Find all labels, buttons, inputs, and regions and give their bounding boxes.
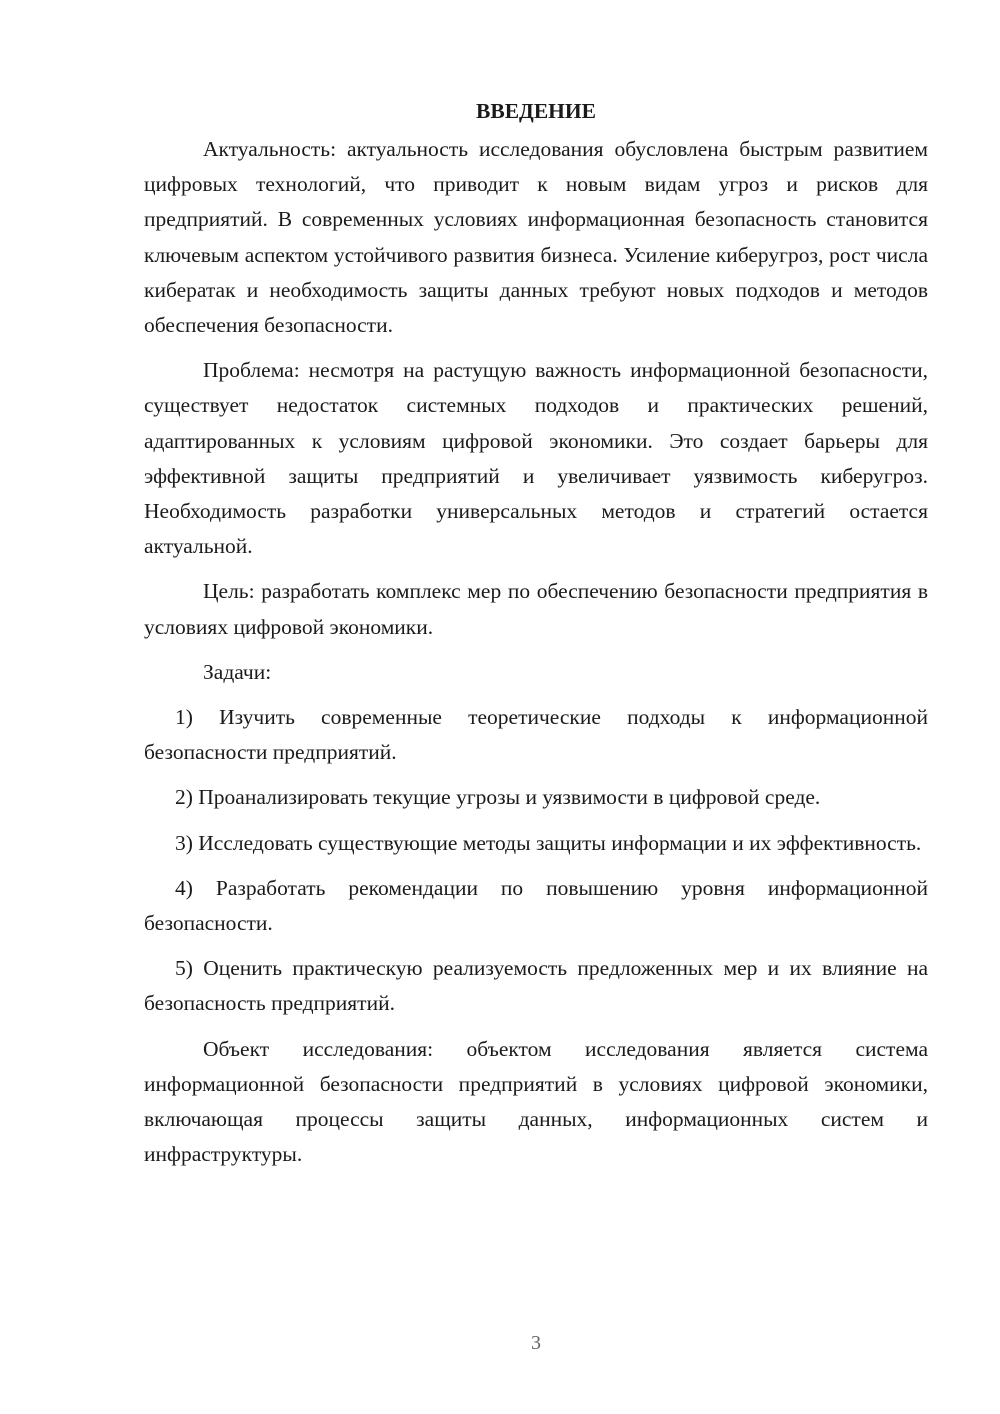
- task-item-3: 3) Исследовать существующие методы защиты информации и их эффективность.: [175, 830, 922, 855]
- tasks-label: Задачи:: [203, 659, 272, 684]
- task-item-2: 2) Проанализировать текущие угрозы и уязвимости в цифровой среде.: [175, 785, 821, 810]
- page-number: 3: [531, 1332, 541, 1354]
- paragraph-goal: Цель: разработать комплекс мер по обеспечению безопасности предприятия в условиях цифровой экономики.: [144, 579, 928, 639]
- paragraph-problem: Проблема: несмотря на растущую важность информационной безопасности, существует недостаток системных подходов и практических решений, адаптированных к условиям цифровой экономики. Это создает барьеры для эффективной защиты предприятий и увеличивает уязвимость киберугроз. Необходимость разработки универсальных методов и стратегий остается актуальной.: [144, 358, 928, 559]
- task-item-5: 5) Оценить практическую реализуемость предложенных мер и их влияние на безопасность предприятий.: [144, 956, 928, 1016]
- task-item-1: 1) Изучить современные теоретические подходы к информационной безопасности предприятий.: [144, 705, 928, 765]
- page-title: ВВЕДЕНИЕ: [476, 99, 596, 123]
- paragraph-relevance: Актуальность: актуальность исследования обусловлена быстрым развитием цифровых технологий, что приводит к новым видам угроз и рисков для предприятий. В современных условиях информационная безопасность становится ключевым аспектом устойчивого развития бизнеса. Усиление киберугроз, рост числа кибератак и необходимость защиты данных требуют новых подходов и методов обеспечения безопасности.: [144, 137, 928, 338]
- paragraph-object: Объект исследования: объектом исследования является система информационной безопасности предприятий в условиях цифровой экономики, включающая процессы защиты данных, информационных систем и инфраструктуры.: [144, 1036, 928, 1167]
- document-page: [144, 90, 928, 1182]
- task-item-4: 4) Разработать рекомендации по повышению уровня информационной безопасности.: [144, 875, 928, 936]
